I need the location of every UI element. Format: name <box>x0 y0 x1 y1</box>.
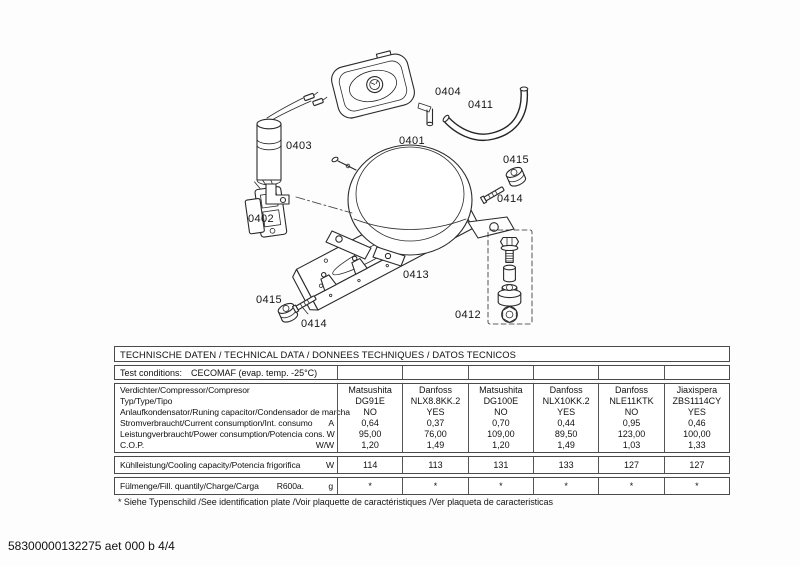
cell-cooling: 114 <box>337 457 402 473</box>
cell-cop: 1,20 <box>492 440 510 450</box>
part-label-0412: 0412 <box>455 309 482 321</box>
compressor-column-5 <box>598 384 663 452</box>
empty-cell <box>468 366 533 379</box>
row-label-type: Typ/Type/Tipo <box>120 396 173 406</box>
empty-cell <box>402 366 467 379</box>
cell-fill: * <box>598 478 663 494</box>
cell-cooling: 127 <box>664 457 729 473</box>
cell-fill: * <box>664 478 729 494</box>
part-label-0411: 0411 <box>468 99 494 111</box>
part-grommet-top <box>505 165 527 188</box>
cell-current: 0,44 <box>557 418 575 428</box>
cell-fill: * <box>533 478 598 494</box>
cooling-capacity-section <box>114 456 730 474</box>
part-label-0402: 0402 <box>248 213 275 225</box>
cell-power: 109,00 <box>487 429 515 439</box>
cell-power: 76,00 <box>424 429 447 439</box>
cell-current: 0,46 <box>688 418 706 428</box>
cell-cop: 1,20 <box>361 440 379 450</box>
row-label-current <box>120 418 334 429</box>
compressor-column-6 <box>664 384 729 452</box>
footnote: * Siehe Typenschild /See identification plate /Voir plaquette de caractéristiques /Ver plaqueta de caracteristicas <box>118 497 553 507</box>
cell-type: NLE11KTK <box>609 396 654 406</box>
test-conditions <box>115 366 337 379</box>
cell-cop: 1,03 <box>622 440 641 450</box>
cell-type: DG91E <box>355 396 385 406</box>
fill-quantity-section <box>114 477 730 495</box>
unit-cooling: W <box>325 460 334 470</box>
cell-cop: 1,33 <box>688 440 706 450</box>
row-label-power-text: Leistungverbraucht/Power consumption/Potencia cons. <box>120 429 325 439</box>
test-conditions-value: CECOMAF (evap. temp. -25°C) <box>191 367 318 378</box>
table-title: TECHNISCHE DATEN / TECHNICAL DATA / DONNEES TECHNIQUES / DATOS TECNICOS <box>114 346 730 362</box>
refrigerant-type: R600a. <box>276 481 304 491</box>
cell-power: 123,00 <box>617 429 646 439</box>
cell-brand: Matsushita <box>479 385 523 395</box>
spec-row-labels <box>115 384 350 452</box>
document-code: 58300000132275 aet 000 b 4/4 <box>8 539 175 553</box>
test-conditions-section <box>114 365 730 380</box>
cell-capacitor: NO <box>363 407 377 417</box>
part-label-0401: 0401 <box>399 135 426 147</box>
part-compressor <box>326 145 514 266</box>
cell-brand: Jiaxispera <box>676 385 718 395</box>
part-relay <box>242 177 287 239</box>
cell-current: 0,37 <box>426 418 445 428</box>
cell-brand: Danfoss <box>418 385 452 395</box>
cell-cooling: 133 <box>533 457 598 473</box>
cell-cooling: 131 <box>468 457 533 473</box>
cell-brand: Danfoss <box>614 385 648 395</box>
compressor-column-2 <box>402 384 467 452</box>
cell-type: NLX8.8KK.2 <box>410 396 461 406</box>
unit-current: A <box>328 418 334 428</box>
empty-cell <box>598 366 663 379</box>
part-label-0415-bottom: 0415 <box>256 294 283 306</box>
unit-power: W <box>326 429 335 439</box>
part-label-0415-top: 0415 <box>503 154 530 166</box>
part-label-0414-top: 0414 <box>497 193 524 205</box>
row-label-cooling-text: Kühlleistung/Cooling capacity/Potencia frigorifica <box>120 460 301 470</box>
cell-current: 0,70 <box>492 418 510 428</box>
empty-cell <box>664 366 729 379</box>
cell-cop: 1,49 <box>426 440 445 450</box>
cell-current: 0,64 <box>361 418 379 428</box>
row-label-fill <box>115 478 337 494</box>
compressor-column-3 <box>468 384 533 452</box>
cell-power: 89,50 <box>554 429 578 439</box>
relay-leader-line <box>296 197 352 213</box>
cell-type: NLX10KK.2 <box>542 396 590 406</box>
cell-power: 95,00 <box>358 429 382 439</box>
cell-capacitor: YES <box>557 407 576 417</box>
compressor-specs-section <box>114 383 730 453</box>
row-label-current-text: Stromverbraucht/Current consumption/Int. consumo <box>120 418 313 428</box>
part-mount-plate <box>328 47 433 125</box>
compressor-column-1 <box>337 384 402 452</box>
cell-capacitor: YES <box>426 407 445 417</box>
cell-brand: Matsushita <box>348 385 392 395</box>
row-label-fill-text: Fülmenge/Fill. quantily/Charge/Carga <box>120 481 259 491</box>
cell-type: DG100E <box>483 396 519 406</box>
compressor-column-4 <box>533 384 598 452</box>
cell-current: 0,95 <box>622 418 641 428</box>
row-label-cop <box>120 440 334 451</box>
cell-cooling: 127 <box>598 457 663 473</box>
row-label-power <box>120 429 334 440</box>
cell-fill: * <box>402 478 467 494</box>
cell-brand: Danfoss <box>549 385 583 395</box>
row-label-cop-text: C.O.P. <box>120 440 145 450</box>
cell-type: ZBS1114CY <box>672 396 722 406</box>
cell-capacitor: NO <box>494 407 508 417</box>
empty-cell <box>533 366 598 379</box>
empty-cell <box>337 366 402 379</box>
cell-capacitor: NO <box>624 407 639 417</box>
cell-capacitor: YES <box>687 407 706 417</box>
cell-cooling: 113 <box>402 457 467 473</box>
screw-bottom-leader <box>303 308 308 314</box>
row-label-capacitor: Anlaufkondensator/Runing capacitor/Condensador de marcha <box>120 407 350 417</box>
cell-cop: 1,49 <box>557 440 575 450</box>
part-label-0414-bottom: 0414 <box>301 318 328 330</box>
unit-fill: g <box>328 481 333 491</box>
cell-fill: * <box>337 478 402 494</box>
test-conditions-label: Test conditions: <box>120 367 183 378</box>
technical-data-table <box>114 346 730 498</box>
row-label-brand: Verdichter/Compressor/Compresor <box>120 385 250 395</box>
row-label-cooling <box>115 457 337 473</box>
cell-power: 100,00 <box>683 429 711 439</box>
part-label-0413: 0413 <box>403 269 430 281</box>
part-label-0403: 0403 <box>286 140 313 152</box>
part-mounting-kit <box>488 230 532 324</box>
cell-fill: * <box>468 478 533 494</box>
unit-cop: W/W <box>315 440 334 450</box>
part-label-0404: 0404 <box>435 86 462 98</box>
